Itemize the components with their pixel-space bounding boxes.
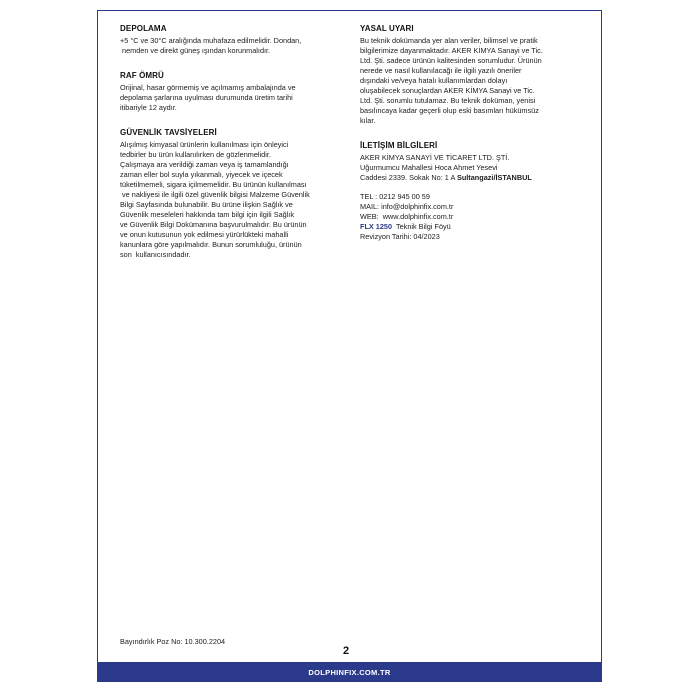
legal-line: kılar. <box>360 116 376 125</box>
safety-line: Çalışmaya ara verildiği zaman veya iş tamamlandığı <box>120 160 289 169</box>
page-number: 2 <box>343 645 350 657</box>
safety-line: ve nakliyesi ile ilgili özel güvenlik bilgisi Malzeme Güvenlik <box>120 190 310 199</box>
address-line: Uğurmumcu Mahallesi Hoca Ahmet Yesevi <box>360 163 498 172</box>
storage-section <box>120 24 352 56</box>
safety-line: tüketilmemeli, sigara içilmemelidir. Bu ürünün kullanılması <box>120 180 307 189</box>
safety-line: ve onun kutusunun yok edilmesi yürürlükteki mahalli <box>120 230 289 239</box>
legal-section <box>360 24 585 126</box>
address-street: Caddesi 2339. Sokak No: 1 A <box>360 173 457 182</box>
legal-line: dışındaki ve/veya hatalı kullanımlardan dolayı <box>360 76 508 85</box>
shelf-life-heading: RAF ÖMRÜ <box>120 71 164 80</box>
storage-heading: DEPOLAMA <box>120 24 167 33</box>
document-page <box>97 10 602 682</box>
document-title: Teknik Bilgi Föyü <box>392 222 451 231</box>
shelf-life-line: depolama şarlarına uyulması durumunda üretim tarihi <box>120 93 293 102</box>
safety-line: zaman eller bol suyla yıkanmalı, yiyecek ve içecek <box>120 170 283 179</box>
legal-line: Ltd. Şti. sadece ürünün kalitesinden sorumludur. Ürünün <box>360 56 542 65</box>
safety-section <box>120 128 352 260</box>
contact-section <box>360 141 585 242</box>
website-link[interactable]: WEB: www.dolphinfix.com.tr <box>360 212 454 221</box>
legal-heading: YASAL UYARI <box>360 24 414 33</box>
legal-line: Ltd. Şti. sorumlu tutulamaz. Bu teknik doküman, yenisi <box>360 96 536 105</box>
safety-line: Bilgi Sayfasında bulunabilir. Bu ürüne ilişkin Sağlık ve <box>120 200 293 209</box>
legal-line: oluşabilecek sonuçlardan AKER KİMYA Sanayi ve Tic. <box>360 86 535 95</box>
phone-number: TEL : 0212 945 00 59 <box>360 192 430 201</box>
safety-line: Güvenlik meseleleri hakkında tam bilgi için ilgili Sağlık <box>120 210 294 219</box>
safety-line: tedbirler bu ürün kullanılırken de gözlenmelidir. <box>120 150 271 159</box>
safety-line: kanunlara göre yapılmalıdır. Bunun sorumluluğu, ürünün <box>120 240 302 249</box>
contact-heading: İLETİŞİM BİLGİLERİ <box>360 141 438 150</box>
legal-line: Bu teknik dokümanda yer alan veriler, bilimsel ve pratik <box>360 36 538 45</box>
legal-line: bilgilerimize dayanmaktadır. AKER KİMYA Sanayi ve Tic. <box>360 46 543 55</box>
address-line <box>360 173 585 183</box>
footer-bar <box>97 662 602 682</box>
revision-date: Revizyon Tarihi: 04/2023 <box>360 232 440 241</box>
legal-line: nerede ve nasıl kullanılacağı ile ilgili yazılı öneriler <box>360 66 522 75</box>
address-city: Sultangazi/İSTANBUL <box>456 173 532 182</box>
company-name: AKER KİMYA SANAYİ VE TİCARET LTD. ŞTİ. <box>360 153 510 162</box>
shelf-life-line: Orijinal, hasar görmemiş ve açılmamış ambalajında ve <box>120 83 296 92</box>
safety-heading: GÜVENLİK TAVSİYELERİ <box>120 128 217 137</box>
product-code: FLX 1250 <box>360 222 393 231</box>
storage-line: +5 °C ve 30°C aralığında muhafaza edilmelidir. Dondan, <box>120 36 302 45</box>
safety-line: Alışılmış kimyasal ürünlerin kullanılması için önleyici <box>120 140 289 149</box>
shelf-life-line: itibariyle 12 aydır. <box>120 103 177 112</box>
poz-number: Bayındırlık Poz No: 10.300.2204 <box>120 637 226 646</box>
left-column <box>120 24 352 275</box>
footer-website-link[interactable]: DOLPHINFIX.COM.TR <box>308 667 391 677</box>
right-column <box>360 24 585 257</box>
legal-line: basılıncaya kadar geçerli olup eski basımları hükümsüz <box>360 106 539 115</box>
storage-line: nemden ve direkt güneş ışından korunmalıdır. <box>120 46 271 55</box>
email-link[interactable]: MAIL: info@dolphinfix.com.tr <box>360 202 454 211</box>
safety-line: ve Güvenlik Bilgi Dokümanına başvurulmalıdır. Bu ürünün <box>120 220 307 229</box>
safety-line: son kullanıcısındadır. <box>120 250 191 259</box>
shelf-life-section <box>120 71 352 113</box>
product-line <box>360 222 585 232</box>
